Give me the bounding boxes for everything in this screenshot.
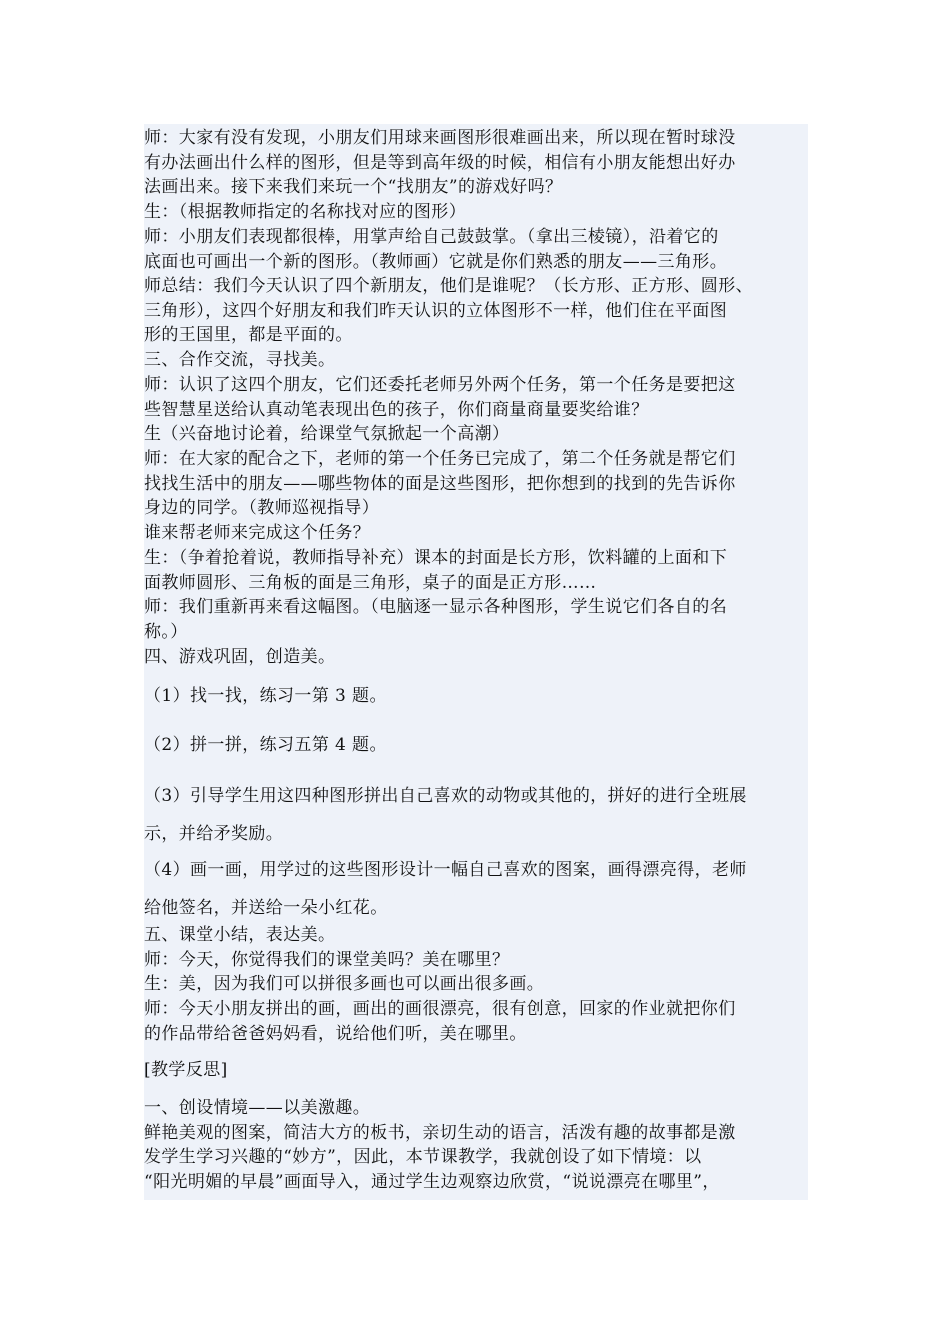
section-heading: 三、合作交流，寻找美。 [144, 350, 336, 370]
text-line: 生：（争着抢着说，教师指导补充）课本的封面是长方形，饮料罐的上面和下 [144, 548, 728, 568]
text-line: 生：美，因为我们可以拼很多画也可以画出很多画。 [144, 974, 545, 994]
text-line: 生（兴奋地讨论着，给课堂气氛掀起一个高潮） [144, 424, 510, 444]
text-line: 称。） [144, 622, 188, 642]
section-heading: 四、游戏巩固，创造美。 [144, 647, 336, 667]
text-line: 师：今天，你觉得我们的课堂美吗？美在哪里？ [144, 950, 510, 970]
text-line: 发学生学习兴趣的“妙方”，因此，本节课教学，我就创设了如下情境：以 [144, 1147, 702, 1167]
text-line: 三角形），这四个好朋友和我们昨天认识的立体图形不一样，他们住在平面图 [144, 301, 728, 321]
section-heading: [教学反思] [144, 1060, 228, 1080]
text-line: “阳光明媚的早晨”画面导入，通过学生边观察边欣赏，“说说漂亮在哪里”， [144, 1172, 720, 1192]
list-item-continuation: 给他签名，并送给一朵小红花。 [144, 898, 388, 918]
section-heading: 五、课堂小结，表达美。 [144, 925, 336, 945]
text-line: 师：大家有没有发现，小朋友们用球来画图形很难画出来，所以现在暂时球没 [144, 128, 736, 148]
list-item: （2）拼一拼，练习五第 4 题。 [144, 735, 387, 755]
text-line: 师：小朋友们表现都很棒，用掌声给自己鼓鼓掌。（拿出三棱镜），沿着它的 [144, 227, 719, 247]
text-line: 生：（根据教师指定的名称找对应的图形） [144, 202, 467, 222]
text-line: 的作品带给爸爸妈妈看，说给他们听，美在哪里。 [144, 1024, 527, 1044]
text-line: 有办法画出什么样的图形，但是等到高年级的时候，相信有小朋友能想出好办 [144, 153, 736, 173]
list-item: （1）找一找，练习一第 3 题。 [144, 686, 387, 706]
text-line: 师：在大家的配合之下，老师的第一个任务已完成了，第二个任务就是帮它们 [144, 449, 736, 469]
text-line: 面教师圆形、三角板的面是三角形，桌子的面是正方形…… [144, 573, 597, 593]
text-line: 底面也可画出一个新的图形。（教师画）它就是你们熟悉的朋友——三角形。 [144, 252, 728, 272]
section-heading: 一、创设情境——以美激趣。 [144, 1098, 371, 1118]
text-line: 师：今天小朋友拼出的画，画出的画很漂亮，很有创意，回家的作业就把你们 [144, 999, 736, 1019]
text-line: 找找生活中的朋友——哪些物体的面是这些图形，把你想到的找到的先告诉你 [144, 474, 736, 494]
text-line: 谁来帮老师来完成这个任务？ [144, 523, 371, 543]
text-line: 鲜艳美观的图案，简洁大方的板书，亲切生动的语言，活泼有趣的故事都是激 [144, 1123, 736, 1143]
text-line: 师：我们重新再来看这幅图。（电脑逐一显示各种图形，学生说它们各自的名 [144, 597, 728, 617]
text-line: 身边的同学。（教师巡视指导） [144, 498, 380, 518]
text-line: 形的王国里，都是平面的。 [144, 325, 353, 345]
text-line: 师总结：我们今天认识了四个新朋友，他们是谁呢？（长方形、正方形、圆形、 [144, 276, 753, 296]
list-item: （3）引导学生用这四种图形拼出自己喜欢的动物或其他的，拼好的进行全班展 [144, 786, 747, 806]
list-item: （4）画一画，用学过的这些图形设计一幅自己喜欢的图案，画得漂亮得，老师 [144, 860, 747, 880]
text-line: 师：认识了这四个朋友，它们还委托老师另外两个任务，第一个任务是要把这 [144, 375, 736, 395]
list-item-continuation: 示，并给矛奖励。 [144, 824, 284, 844]
text-line: 些智慧星送给认真动笔表现出色的孩子，你们商量商量要奖给谁？ [144, 400, 649, 420]
text-line: 法画出来。接下来我们来玩一个“找朋友”的游戏好吗？ [144, 177, 563, 197]
